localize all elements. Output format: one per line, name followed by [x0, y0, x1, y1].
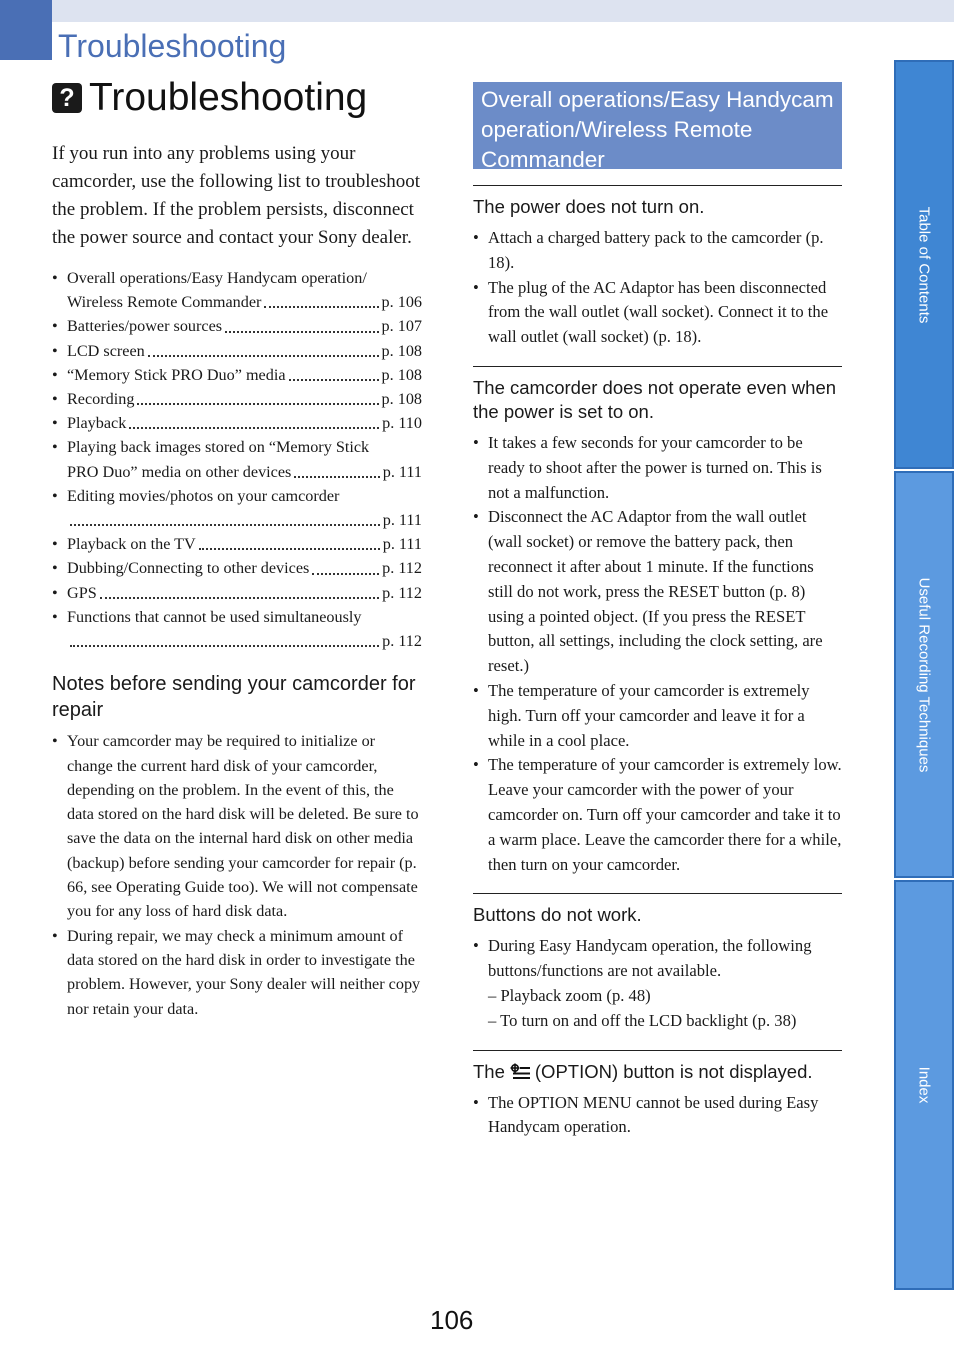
section-title: Troubleshooting	[58, 28, 287, 64]
toc-item[interactable]: • Dubbing/Connecting to other devices p. 112	[52, 556, 422, 580]
list-item: • Attach a charged battery pack to the camcorder (p. 18).	[473, 226, 842, 276]
list-item: • Your camcorder may be required to initialize or change the current hard disk of your camcorder, depending on the problem. In the event of this, the data stored on the hard disk will be deleted. Be sure to save the data on the internal hard disk on other media (backup) before sending your camcorder for repair (p. 66, see Operating Guide too). We will not compensate you for any loss of hard disk data.	[52, 729, 422, 923]
question-heading: The (OPTION) button is not displayed.	[473, 1060, 813, 1082]
qa-block	[473, 893, 842, 1033]
toc-item[interactable]: • LCD screen p. 108	[52, 339, 422, 363]
toc-item[interactable]: • Overall operations/Easy Handycam operation/ Wireless Remote Commander p. 106	[52, 266, 422, 314]
list-item: • The temperature of your camcorder is extremely high. Turn off your camcorder and leave it for a while in a cool place.	[473, 679, 842, 753]
question-icon: ?	[52, 83, 82, 113]
toc-item[interactable]: • GPS p. 112	[52, 581, 422, 605]
list-item: • During repair, we may check a minimum amount of data stored on the hard disk in order to investigate the problem. However, your Sony dealer will neither copy nor retain your data.	[52, 924, 422, 1021]
intro-paragraph: If you run into any problems using your camcorder, use the following list to troubleshoot the problem. If the problem persists, disconnect the power source and contact your Sony dealer.	[52, 143, 421, 248]
toc-item[interactable]: • Recording p. 108	[52, 387, 422, 411]
answer-list	[473, 431, 842, 877]
toc-item[interactable]: • Playback p. 110	[52, 411, 422, 435]
page-title	[52, 76, 367, 120]
answer-list	[473, 226, 842, 350]
list-item: • It takes a few seconds for your camcorder to be ready to shoot after the power is turned on. This is not a malfunction.	[473, 431, 842, 505]
qa-block	[473, 1050, 842, 1141]
sub-item: – To turn on and off the LCD backlight (p. 38)	[488, 1010, 797, 1030]
question-heading: The camcorder does not operate even when the power is set to on.	[473, 376, 837, 422]
list-item: • The plug of the AC Adaptor has been disconnected from the wall outlet (wall socket). Connect it to the wall outlet (wall socket) (p. 18).	[473, 276, 842, 350]
toc-item[interactable]: • Playback on the TV p. 111	[52, 532, 422, 556]
answer-list	[473, 934, 842, 1033]
list-item: • During Easy Handycam operation, the following buttons/functions are not available. – Playback zoom (p. 48) – To turn on and off the LCD backlight (p. 38)	[473, 934, 842, 1033]
tab-useful-recording-techniques[interactable]: Useful Recording Techniques	[894, 471, 954, 878]
qa-block	[473, 185, 842, 350]
header-bar	[0, 0, 954, 22]
tab-index[interactable]: Index	[894, 880, 954, 1290]
toc-item[interactable]: • Playing back images stored on “Memory Stick PRO Duo” media on other devices p. 111	[52, 435, 422, 483]
left-column	[52, 140, 422, 1021]
question-heading: Buttons do not work.	[473, 904, 642, 926]
list-item: • The OPTION MENU cannot be used during Easy Handycam operation.	[473, 1091, 842, 1141]
toc-item[interactable]: • Batteries/power sources p. 107	[52, 314, 422, 338]
sub-item: – Playback zoom (p. 48)	[488, 985, 651, 1005]
toc-item[interactable]: • Functions that cannot be used simultaneously p. 112	[52, 605, 422, 653]
toc-list	[52, 266, 422, 653]
notes-list	[52, 729, 422, 1021]
category-heading: Overall operations/Easy Handycam operation/Wireless Remote Commander	[473, 82, 842, 169]
list-item: • Disconnect the AC Adaptor from the wall outlet (wall socket) or remove the battery pack, then reconnect it after about 1 minute. If the functions still do not work, press the RESET button (p. 8) using a pointed object. (If you press the RESET button, all settings, including the clock setting, are reset.)	[473, 505, 842, 679]
header-accent-square	[0, 0, 52, 60]
notes-heading: Notes before sending your camcorder for repair	[52, 673, 416, 722]
question-heading: The power does not turn on.	[473, 196, 705, 217]
toc-item[interactable]: • Editing movies/photos on your camcorder p. 111	[52, 484, 422, 532]
option-icon	[509, 1063, 531, 1081]
qa-block	[473, 366, 842, 877]
page-title-text: Troubleshooting	[89, 76, 368, 119]
toc-item[interactable]: • “Memory Stick PRO Duo” media p. 108	[52, 363, 422, 387]
answer-list	[473, 1091, 842, 1141]
list-item: • The temperature of your camcorder is extremely low. Leave your camcorder with the power of your camcorder on. Turn off your camcorder and take it to a warm place. Leave the camcorder there for a while, then turn on your camcorder.	[473, 753, 842, 877]
tab-table-of-contents[interactable]: Table of Contents	[894, 60, 954, 469]
page-number: 106	[430, 1305, 474, 1335]
right-column	[473, 82, 842, 1140]
